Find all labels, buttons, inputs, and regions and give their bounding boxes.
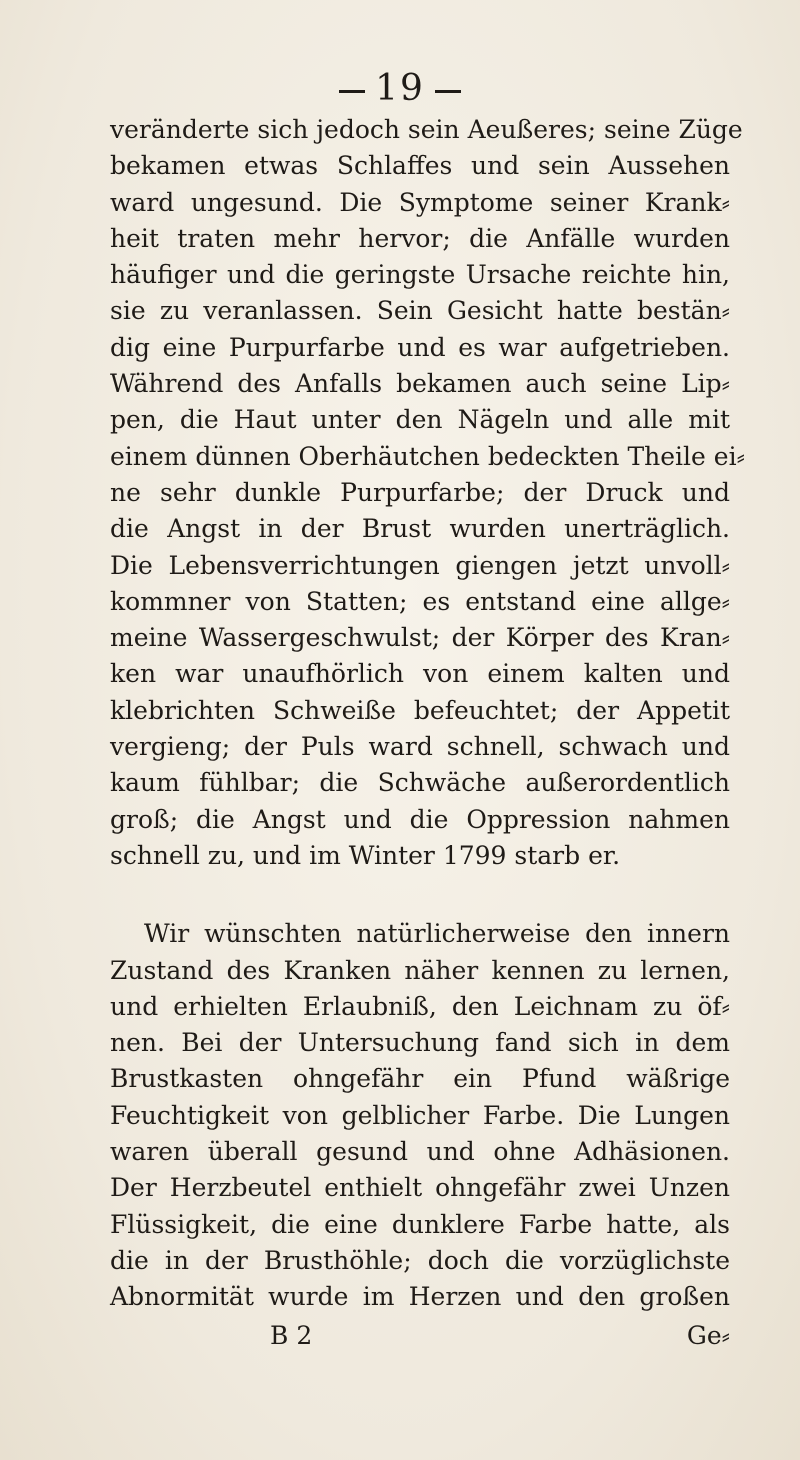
text-line: einem dünnen Oberhäutchen bedeckten Theile ei⸗: [110, 441, 745, 471]
text-line: vergieng; der Puls ward schnell, schwach und: [110, 732, 730, 762]
text-line: pen, die Haut unter den Nägeln und alle mit: [110, 405, 730, 435]
text-line: Zustand des Kranken näher kennen zu lernen,: [110, 955, 730, 985]
text-line: ward ungesund. Die Symptome seiner Krank⸗: [110, 187, 730, 217]
text-line: Flüssigkeit, die eine dunklere Farbe hatte, als: [110, 1209, 730, 1239]
text-line: Wir wünschten natürlicherweise den innern: [144, 919, 730, 949]
text-line: schnell zu, und im Winter 1799 starb er.: [110, 840, 621, 870]
text-line: veränderte sich jedoch sein Aeußeres; seine Züge: [110, 115, 743, 144]
text-line: ne sehr dunkle Purpurfarbe; der Druck und: [110, 477, 730, 507]
header-dash-right: [435, 90, 461, 93]
text-line: kommner von Statten; es entstand eine allge⸗: [110, 586, 730, 616]
page-number: 19: [375, 68, 425, 109]
body-text: [110, 112, 745, 1316]
text-line: Feuchtigkeit von gelblicher Farbe. Die Lungen: [110, 1100, 730, 1130]
text-line: Der Herzbeutel enthielt ohngefähr zwei Unzen: [110, 1173, 730, 1203]
text-line: sie zu veranlassen. Sein Gesicht hatte bestän⸗: [110, 296, 730, 326]
text-line: kaum fühlbar; die Schwäche außerordentlich: [110, 768, 730, 798]
text-line: waren überall gesund und ohne Adhäsionen.: [110, 1137, 730, 1167]
text-line: Brustkasten ohngefähr ein Pfund wäßrige: [110, 1064, 730, 1094]
text-line: häufiger und die geringste Ursache reichte hin,: [110, 260, 730, 290]
page-footer: [110, 1318, 730, 1354]
text-line: groß; die Angst und die Oppression nahmen: [110, 804, 730, 834]
text-line: Abnormität wurde im Herzen und den großen: [110, 1282, 730, 1312]
text-line: ken war unaufhörlich von einem kalten und: [110, 659, 730, 689]
text-line: nen. Bei der Untersuchung fand sich in dem: [110, 1028, 730, 1058]
signature-mark: B 2: [270, 1321, 313, 1350]
text-line: meine Wassergeschwulst; der Körper des Kran⸗: [110, 623, 730, 653]
page-header: [0, 68, 800, 109]
paragraph-1: [110, 112, 745, 874]
text-line: klebrichten Schweiße befeuchtet; der Appetit: [110, 695, 730, 725]
text-line: Die Lebensverrichtungen giengen jetzt unvoll⸗: [110, 550, 730, 580]
text-line: heit traten mehr hervor; die Anfälle wurden: [110, 223, 730, 253]
text-line: die Angst in der Brust wurden unerträglich.: [110, 514, 730, 544]
text-line: dig eine Purpurfarbe und es war aufgetrieben.: [110, 332, 730, 362]
text-line: die in der Brusthöhle; doch die vorzüglichste: [110, 1245, 730, 1275]
paragraph-2: [110, 916, 730, 1315]
header-dash-left: [339, 90, 365, 93]
catchword: Ge⸗: [686, 1321, 730, 1350]
text-line: Während des Anfalls bekamen auch seine Lip⸗: [110, 369, 730, 399]
text-line: und erhielten Erlaubniß, den Leichnam zu öf⸗: [110, 991, 730, 1021]
text-line: bekamen etwas Schlaffes und sein Aussehen: [110, 151, 730, 181]
